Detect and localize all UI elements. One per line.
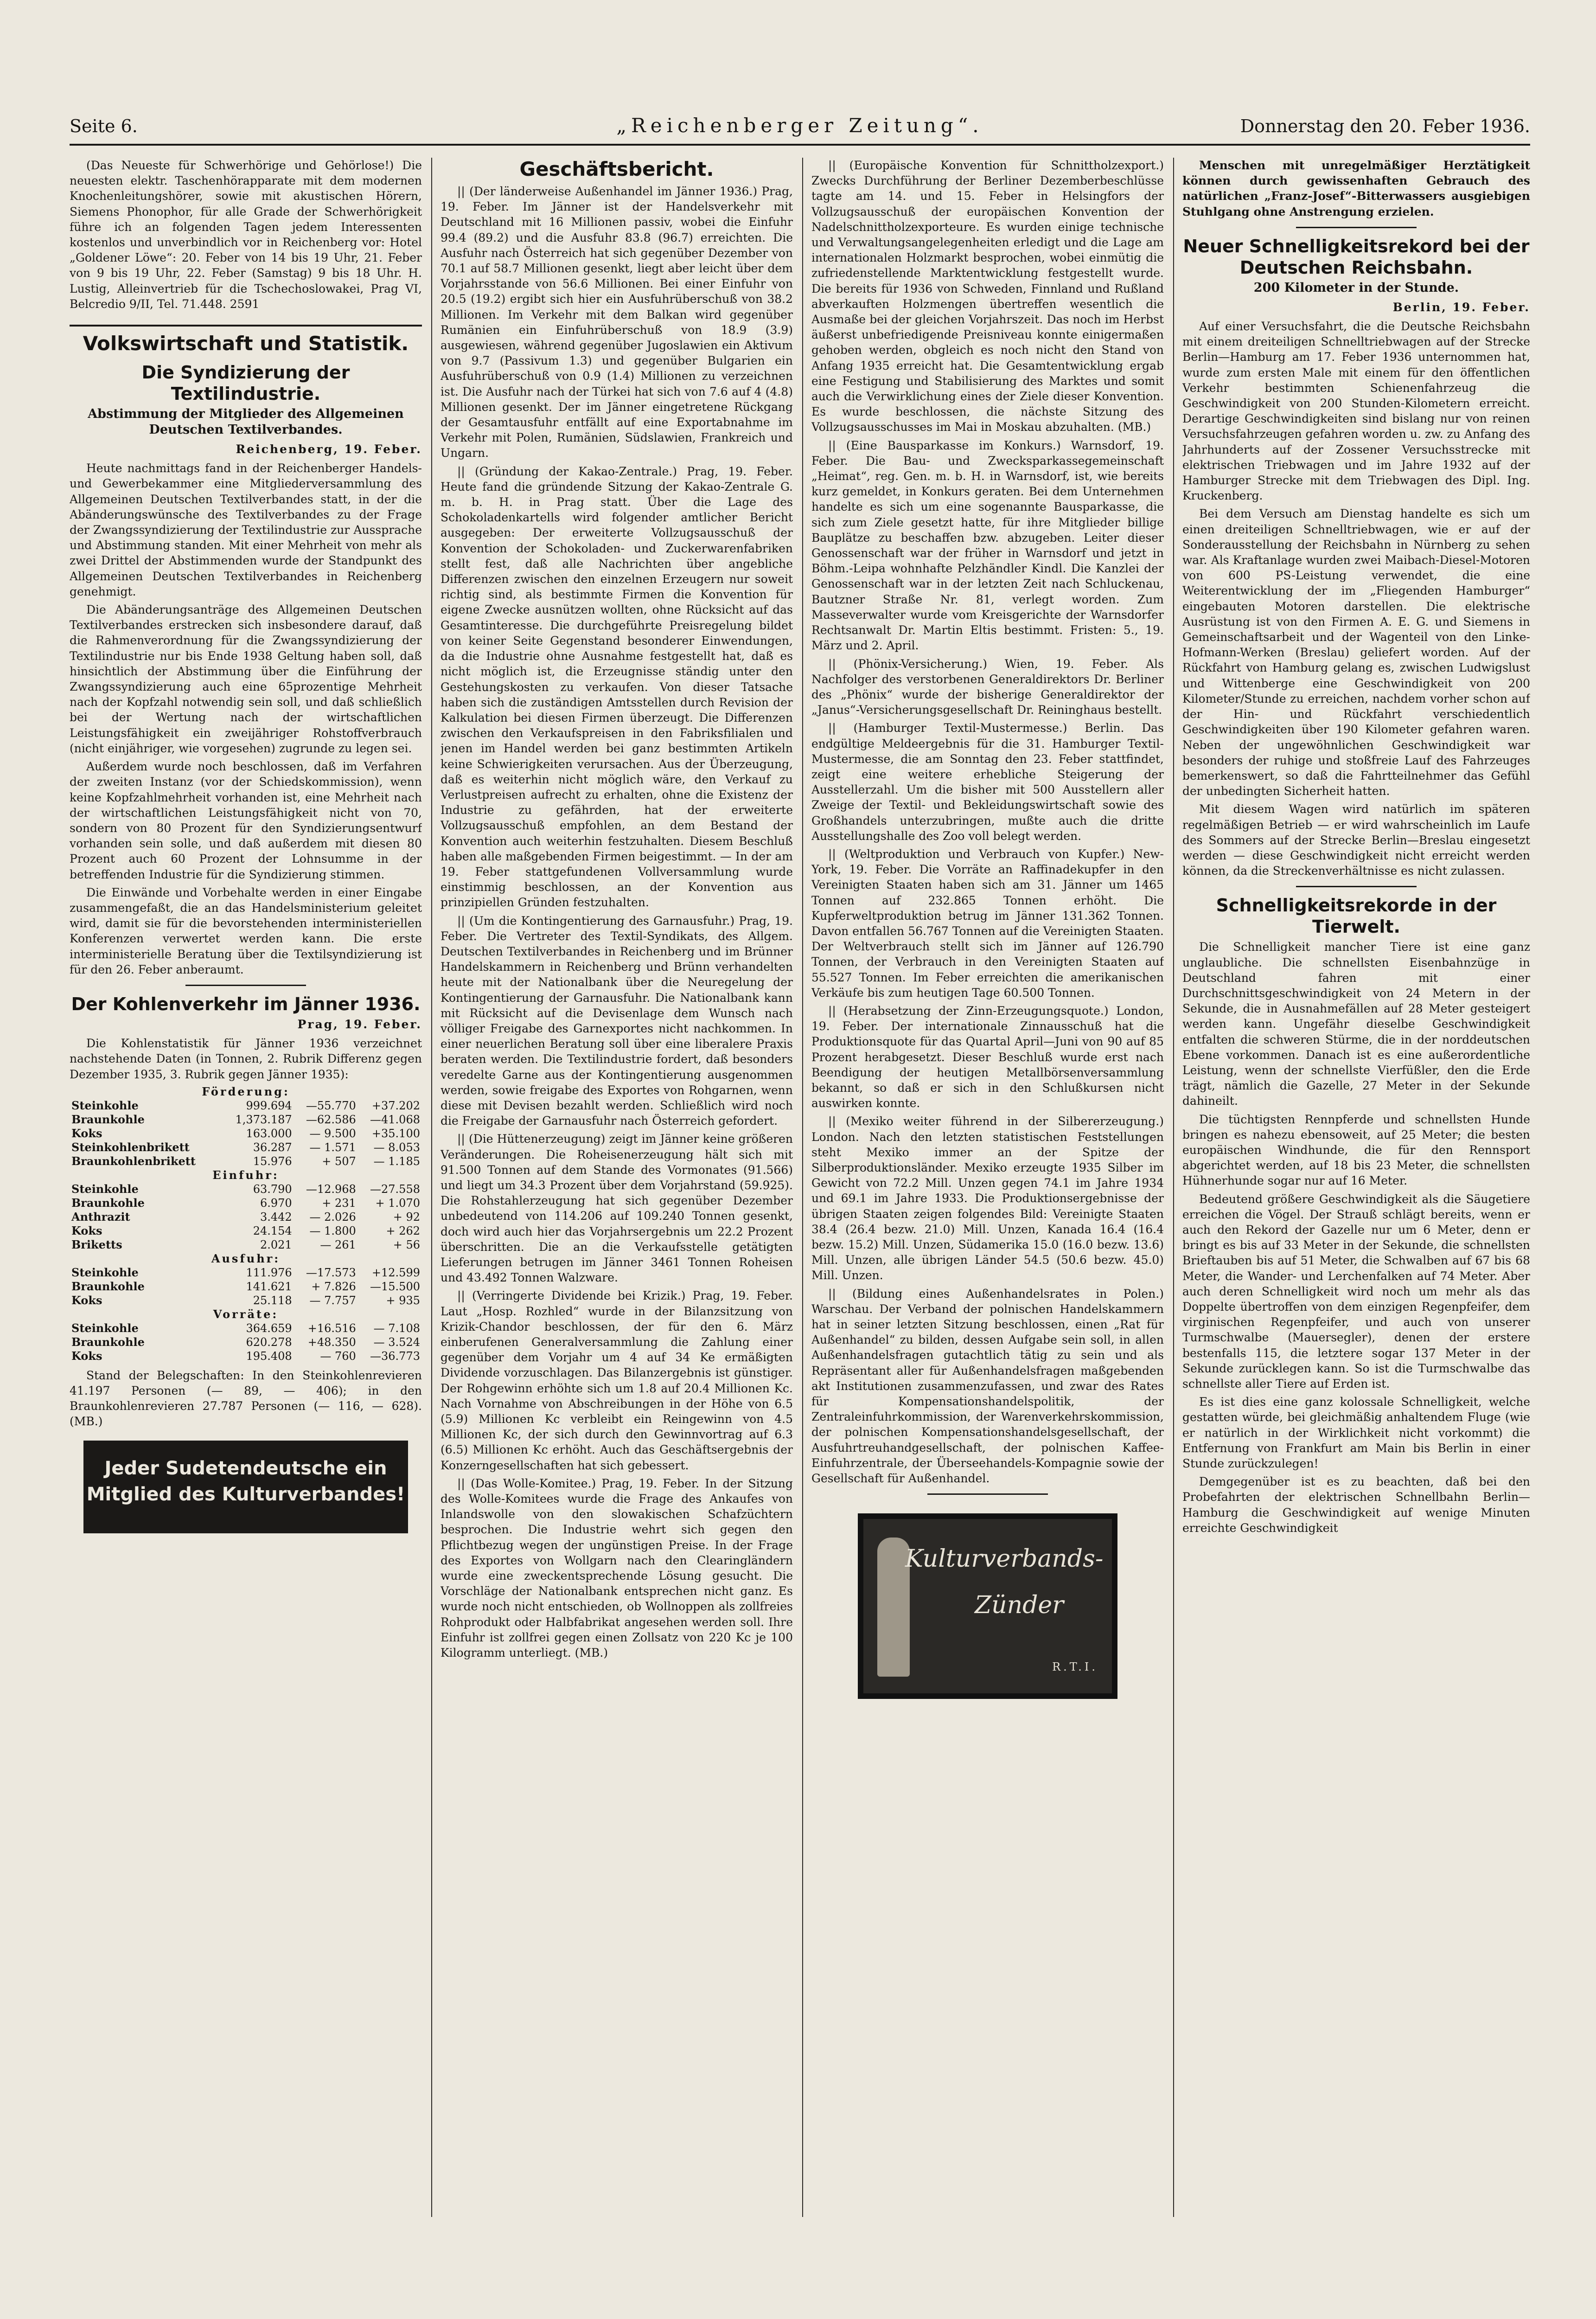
- table-cell: +35.100: [371, 1127, 420, 1140]
- paragraph: || (Phönix-Versicherung.) Wien, 19. Feber. Als Nachfolger des verstorbenen Generaldirektors Dr. Berliner des „Phönix“ wurde der bisherige Generaldirektor der „Janus“-Versicherungsgesellschaft Dr. Reininghaus bestellt.: [811, 657, 1164, 717]
- table-group-label: Ausfuhr:: [211, 1251, 281, 1265]
- table-cell: — 2.026: [309, 1210, 356, 1224]
- table-cell: — 760: [320, 1349, 356, 1363]
- dateline: Berlin, 19. Feber.: [1392, 300, 1530, 314]
- column-rule: [431, 158, 432, 2217]
- paragraph: || (Europäische Konvention für Schnittholzexport.) Zwecks Durchführung der Berliner Dezemberbeschlüsse tagte am 14. und 15. Feber in Helsingfors der Vollzugsausschuß der europäischen Konvention der Nadelschnittholzexporteure. Es wurden einige technische und Verwaltungsangelegenheiten erledigt und die Lage am internationalen Holzmarkt besprochen, wobei einmütig die zufriedenstellende Marktentwicklung festgestellt wurde. Die bereits für 1936 von Schweden, Finnland und Rußland abverkauften Holzmengen übertreffen wesentlich die Ausmaße bei der gleichen Vorjahrszeit. Das noch im Herbst äußerst unbefriedigende Preisniveau konnte einigermaßen gehoben werden, obgleich es noch nicht den Stand von Anfang 1935 erreicht hat. Die Gesamtentwicklung ergab eine Festigung und Stabilisierung des Marktes und somit auch die Verwirklichung eines der Ziele dieser Konvention. Es wurde beschlossen, die nächste Sitzung des Vollzugsausschusses im Mai in Moskau abzuhalten. (MB.): [811, 159, 1164, 434]
- table-group-header: [70, 1085, 422, 1099]
- paragraph: || (Das Wolle-Komitee.) Prag, 19. Feber. In der Sitzung des Wolle-Komitees wurde die Frage des Ankaufes von Inlandswolle von den slowakischen Schafzüchtern besprochen. Die Industrie wehrt sich gegen den Pflichtbezug wegen der ungünstigen Preise. In der Frage des Exportes von Wollgarn nach den Clearingländern wurde eine zweckentsprechende Lösung gesucht. Die Vorschläge der Nationalbank entsprechen nicht ganz. Es wurde noch nicht entschieden, ob Wollnoppen als zollfreies Rohprodukt oder Halbfabrikat angesehen werden soll. Ihre Einfuhr ist zollfrei gegen einen Zollsatz von 220 Kc je 100 Kilogramm unterliegt. (MB.): [440, 1476, 793, 1660]
- table-cell: +37.202: [371, 1099, 420, 1112]
- page-header: [70, 111, 1530, 146]
- table-cell: Braunkohlenbrikett: [71, 1154, 196, 1168]
- table-cell: 36.287: [253, 1140, 292, 1154]
- table-cell: + 7.826: [311, 1280, 356, 1293]
- paragraph: Demgegenüber ist es zu beachten, daß bei den Probefahrten der elektrischen Schnellbahn Berlin—Hamburg die Geschwindigkeit auf wenige Minuten erreichte Geschwindigkeit: [1182, 1475, 1530, 1535]
- paragraph: Die Abänderungsanträge des Allgemeinen Deutschen Textilverbandes erstrecken sich insbesondere darauf, daß die Rahmenverordnung für die Zwangssyndizierung der Textilindustrie nur bis Ende 1938 Geltung haben soll, daß hinsichtlich der Abstimmung über die Einführung der Zwangssyndizierung auch eine 65prozentige Mehrheit nach der Kopfzahl notwendig sein soll, und daß schließlich bei der Wertung nach der wirtschaftlichen Leistungsfähigkeit ein zweijähriger Rohstoffverbrauch (nicht einjähriger, wie vorgesehen) zugrunde zu legen sei.: [70, 603, 422, 755]
- paragraph: Die Schnelligkeit mancher Tiere ist eine ganz unglaubliche. Die schnellsten Eisenbahnzüge in Deutschland fahren mit einer Durchschnittsgeschwindigkeit von 24 Metern in der Sekunde, die in Ausnahmefällen auf 28 Meter gesteigert werden kann. Ungefähr dieselbe Geschwindigkeit entfalten die schweren Stürme, die in der norddeutschen Ebene vorkommen. Danach ist es eine außerordentliche Leistung, wenn der schnellste Vierfüßler, den die Erde trägt, nämlich die Gazelle, 27 Meter in der Sekunde dahineilt.: [1182, 940, 1530, 1108]
- table-cell: —12.968: [306, 1182, 356, 1196]
- section-title-business: Geschäftsbericht.: [519, 158, 714, 180]
- table-row: [70, 1294, 422, 1307]
- table-cell: + 56: [393, 1238, 420, 1251]
- table-group-header: [70, 1307, 422, 1321]
- paragraph: || (Die Hüttenerzeugung) zeigt im Jänner keine größeren Veränderungen. Die Roheisenerzeugung hält sich mit 91.500 Tonnen auf dem Stande des Vormonates (91.566) und liegt um 34.3 Prozent über dem Vorjahrstand (59.925). Die Rohstahlerzeugung hat sich gegenüber Dezember unbedeutend von 114.206 auf 109.240 Tonnen gesenkt, doch wird auch hier das Vorjahrsergebnis um 22.2 Prozent überschritten. Die an die Verkaufsstelle getätigten Lieferungen betrugen im Jänner 3461 Tonnen Roheisen und 43.492 Tonnen Walzware.: [440, 1132, 793, 1285]
- table-cell: + 935: [386, 1294, 420, 1307]
- table-cell: —62.586: [306, 1113, 356, 1126]
- paragraph: || (Mexiko weiter führend in der Silbererzeugung.) London. Nach den letzten statistischen Feststellungen steht Mexiko immer an der Spitze der Silberproduktionsländer. Mexiko erzeugte 1935 Silber im Gewicht von 72.2 Mill. Unzen gegen 74.1 im Jahre 1934 und 69.1 im Jahre 1933. Die Produktionsergebnisse der übrigen Staaten zeigen folgendes Bild: Vereinigte Staaten 38.4 (26.4 bezw. 21.0) Mill. Unzen, Kanada 16.4 (16.4 bezw. 15.2) Mill. Unzen, Südamerika 15.0 (16.0 bezw. 13.6) Mill. Unzen, alle übrigen Länder 54.5 (50.6 bezw. 45.0) Mill. Unzen.: [811, 1115, 1164, 1282]
- table-cell: Anthrazit: [71, 1210, 130, 1224]
- article-title-textile: Die Syndizierung der Textilindustrie.: [141, 362, 350, 404]
- dateline: Prag, 19. Feber.: [297, 1017, 422, 1031]
- table-cell: — 261: [320, 1238, 356, 1251]
- table-cell: +48.350: [307, 1335, 356, 1349]
- table-cell: — 8.053: [373, 1140, 420, 1154]
- table-row: [70, 1140, 422, 1154]
- table-cell: 620.278: [246, 1335, 292, 1349]
- table-cell: —41.068: [370, 1113, 420, 1126]
- table-cell: 111.976: [246, 1266, 292, 1279]
- article-title-animals: Schnelligkeitsrekorde in der Tierwelt.: [1216, 895, 1497, 937]
- table-cell: —36.773: [370, 1349, 420, 1363]
- table-cell: 195.408: [246, 1349, 292, 1363]
- table-cell: —17.573: [306, 1266, 356, 1279]
- paragraph: Die Einwände und Vorbehalte werden in einer Eingabe zusammengefaßt, die an das Handelsministerium geleitet wird, damit sie für die bevorstehenden interministeriellen Konferenzen verwertet werden kann. Die erste interministerielle Beratung über die Textilsyndizierung ist für den 26. Feber anberaumt.: [70, 885, 422, 976]
- table-cell: —55.770: [306, 1099, 356, 1112]
- table-row: [70, 1349, 422, 1363]
- table-row: [70, 1266, 422, 1280]
- newspaper-title: „Reichenberger Zeitung“.: [616, 114, 983, 137]
- table-group-label: Förderung:: [202, 1084, 290, 1098]
- table-row: [70, 1321, 422, 1335]
- table-group-header: [70, 1168, 422, 1182]
- table-cell: + 262: [386, 1224, 420, 1237]
- newspaper-page: [70, 111, 1530, 2226]
- paragraph: Bei dem Versuch am Dienstag handelte es sich um einen dreiteiligen Schnelltriebwagen, wie er auf der Sonderausstellung der Reichsbahn in Nürnberg zu sehen war. Als Kraftanlage wurden zwei Maibach-Diesel-Motoren von 600 PS-Leistung verwendet, die eine Weiterentwicklung der im „Fliegenden Hamburger“ eingebauten Motoren darstellen. Die elektrische Ausrüstung ist von den Firmen A. E. G. und Siemens in Gemeinschaftsarbeit und der Wagenteil von den Linke-Hofmann-Werken (Breslau) geliefert worden. Auf der Rückfahrt von Hamburg gelang es, zwischen Ludwigslust und Wittenberge eine Geschwindigkeit von 200 Kilometer/Stunde zu erreichen, nachdem vorher schon auf der Hin- und Rückfahrt verschiedentlich Geschwindigkeiten über 190 Kilometer gefahren waren. Neben der ungewöhnlichen Geschwindigkeit war besonders der ruhige und stoßfreie Lauf des Fahrzeuges bemerkenswert, so daß die Fahrtteilnehmer das Gefühl der unbedingten Sicherheit hatten.: [1182, 507, 1530, 798]
- paragraph: Heute nachmittags fand in der Reichenberger Handels- und Gewerbekammer eine Mitgliederversammlung des Allgemeinen Deutschen Textilverbandes statt, in der die Abänderungswünsche des Textilverbandes zu der Frage der Zwangssyndizierung der Textilindustrie zur Aussprache und Abstimmung standen. Mit einer Mehrheit von mehr als zwei Drittel der Abstimmenden wurde der Standpunkt des Allgemeinen Deutschen Textilverbandes in Reichenberg genehmigt.: [70, 461, 422, 598]
- table-cell: Koks: [71, 1349, 102, 1363]
- divider: [185, 985, 306, 986]
- table-cell: 141.621: [246, 1280, 292, 1293]
- paragraph: Mit diesem Wagen wird natürlich im späteren regelmäßigen Betrieb — er wird wahrscheinlich im Laufe des Sommers auf der Strecke Berlin—Breslau eingesetzt werden — diese Geschwindigkeit nicht erreicht werden können, da die Streckenverhältnisse es nicht zulassen.: [1182, 802, 1530, 878]
- table-cell: Braunkohle: [71, 1279, 145, 1293]
- table-cell: Koks: [71, 1293, 102, 1307]
- table-cell: — 3.524: [373, 1335, 420, 1349]
- table-cell: 2.021: [260, 1238, 292, 1251]
- table-group-label: Einfuhr:: [212, 1168, 279, 1182]
- table-cell: 24.154: [253, 1224, 292, 1237]
- table-cell: —27.558: [370, 1182, 420, 1196]
- table-row: [70, 1099, 422, 1113]
- coal-statistics-table: [70, 1085, 422, 1363]
- paragraph: || (Hamburger Textil-Mustermesse.) Berlin. Das endgültige Meldeergebnis für die 31. Hamburger Textil-Mustermesse, die am Sonntag den 23. Feber stattfindet, zeigt eine weitere erhebliche Steigerung der Ausstellerzahl. Um die bisher mit 500 Ausstellern aller Zweige der Textil- und Bekleidungswirtschaft sowie des Großhandels unterzubringen, mußte auch die dritte Ausstellungshalle des Zoo voll belegt werden.: [811, 721, 1164, 843]
- divider: [1296, 227, 1417, 228]
- article-title-railway: Neuer Schnelligkeitsrekord bei der Deutschen Reichsbahn.: [1183, 236, 1530, 278]
- notice-hearing-aids: (Das Neueste für Schwerhörige und Gehörlose!) Die neuesten elektr. Taschenhörapparate mit dem modernen Knochenleitungshörer, sowie mit akustischen Hörern, Siemens Phonophor, für alle Grade der Schwerhörigkeit führe ich an folgenden Tagen jedem Interessenten kostenlos und unverbindlich vor in Reichenberg vor: Hotel „Goldener Löwe“: 20. Feber von 14 bis 19 Uhr, 21. Feber von 9 bis 19 Uhr, 22. Feber (Samstag) 9 bis 18 Uhr. H. Lustig, Alleinvertrieb für die Tschechoslowakei, Prag VI, Belcredio 9/II, Tel. 71.448. 2591: [70, 159, 422, 311]
- table-cell: Steinkohle: [71, 1265, 139, 1279]
- table-cell: +16.516: [307, 1321, 356, 1335]
- table-cell: 25.118: [253, 1294, 292, 1307]
- paragraph: || (Eine Bausparkasse im Konkurs.) Warnsdorf, 19. Feber. Die Bau- und Zwecksparkassegemeinschaft „Heimat“, reg. Gen. m. b. H. in Warnsdorf, ist, wie bereits kurz gemeldet, in Konkurs geraten. Bei dem Unternehmen handelte es sich um eine sogenannte Bausparkasse, die sich zum Ziele gesetzt hatte, für ihre Mitglieder billige Bauplätze zu beschaffen bzw. abzugeben. Leiter dieser Genossenschaft war der früher in Warnsdorf und jetzt in Böhm.-Leipa wohnhafte Pelzhändler Kindl. Die Kanzlei der Genossenschaft war in der letzten Zeit nach Schluckenau, Bautzner Straße Nr. 81, verlegt worden. Zum Masseverwalter wurde vom Kreisgerichte der Warnsdorfer Rechtsanwalt Dr. Martin Eltis bestimmt. Fristen: 5., 19. März und 2. April.: [811, 438, 1164, 653]
- table-cell: + 231: [322, 1196, 356, 1210]
- table-cell: +12.599: [371, 1266, 420, 1279]
- table-cell: 163.000: [246, 1127, 292, 1140]
- table-cell: 15.976: [253, 1154, 292, 1168]
- section-title-economy: Volkswirtschaft und Statistik.: [70, 325, 422, 355]
- table-cell: Braunkohle: [71, 1335, 145, 1349]
- divider: [927, 1493, 1048, 1495]
- column-rule: [1173, 158, 1174, 2217]
- table-cell: —15.500: [370, 1280, 420, 1293]
- paragraph: Stand der Belegschaften: In den Steinkohlenrevieren 41.197 Personen (— 89, — 406); in den Braunkohlenrevieren 27.787 Personen (— 116, — 628). (MB.): [70, 1368, 422, 1429]
- table-cell: 3.442: [260, 1210, 292, 1224]
- table-cell: + 1.070: [375, 1196, 420, 1210]
- column-1: [70, 158, 422, 2217]
- paragraph: Bedeutend größere Geschwindigkeit als die Säugetiere erreichen die Vögel. Der Strauß schlägt bereits, wenn er auch den Rekord der Gazelle nur um 6 Meter, denn er bringt es bis auf 33 Meter in der Sekunde, die schnellsten Brieftauben bis auf 51 Meter, die Schwalben auf 67 bis 68 Meter, die Wander- und Lerchenfalken auf 74 Meter. Aber auch deren Schnelligkeit wird noch um mehr als das Doppelte übertroffen von dem einzigen Regenpfeifer, dem virginischen Regenpfeifer, und auch von unserer Turmschwalbe (Mauersegler), denen der erstere bestenfalls 115, die letztere sogar 137 Meter in der Sekunde zurücklegen kann. So ist die Turmschwalbe das schnellste aller Tiere auf Erden ist.: [1182, 1192, 1530, 1391]
- table-cell: Steinkohlenbrikett: [71, 1140, 190, 1154]
- advertisement-kulturverband: Jeder Sudetendeutsche ein Mitglied des Kulturverbandes!: [83, 1441, 408, 1533]
- table-row: [70, 1210, 422, 1224]
- table-row: [70, 1196, 422, 1210]
- column-2: [440, 158, 793, 2217]
- table-cell: 1,373.187: [235, 1113, 292, 1126]
- column-3: [811, 158, 1164, 2217]
- table-cell: — 7.108: [373, 1321, 420, 1335]
- table-row: [70, 1182, 422, 1196]
- article-subtitle-textile: Abstimmung der Mitglieder des Allgemeinen Deutschen Textilverbandes.: [88, 407, 404, 437]
- notice-bitterwasser: Menschen mit unregelmäßiger Herztätigkeit können durch gewissenhaften Gebrauch des natürlichen „Franz-Josef“-Bitterwassers ausgiebigen Stuhlgang ohne Anstrengung erzielen.: [1182, 159, 1530, 218]
- table-cell: — 7.757: [309, 1294, 356, 1307]
- article-subtitle-railway: 200 Kilometer in der Stunde.: [1253, 280, 1459, 295]
- table-cell: Briketts: [71, 1237, 122, 1251]
- paragraph: || (Gründung der Kakao-Zentrale.) Prag, 19. Feber. Heute fand die gründende Sitzung der Kakao-Zentrale G. m. b. H. in Prag statt. Über die Lage des Schokoladenkartells wird folgender amtlicher Bericht ausgegeben: Der erweiterte Vollzugsausschuß der Konvention der Schokoladen- und Zuckerwarenfabriken stellt fest, daß alle Nachrichten über angebliche Differenzen zwischen den einzelnen Erzeugern nur soweit richtig sind, als bestimmte Firmen die Konvention für eigene Zwecke ausnützen wollten, ohne Rücksicht auf das Gesamtinteresse. Die durchgeführte Preisregelung bildet von keiner Seite Gegenstand besonderer Einwendungen, da die Industrie ohne Ausnahme festgestellt hat, daß es nicht möglich ist, die Erzeugnisse ständig unter den Gestehungskosten zu verkaufen. Von dieser Tatsache haben sich die zuständigen Amtsstellen durch Revision der Kalkulation bei diesen Firmen überzeugt. Die Differenzen zwischen den Verkaufspreisen in den Fabriksfilialen und jenen im Handel werden bei ganz bestimmten Artikeln keine Schwierigkeiten verursachen. Aus der Überzeugung, daß es weiterhin nicht möglich wäre, den Verkauf zu Verlustpreisen aufrecht zu erhalten, ohne die Existenz der Industrie zu gefährden, hat der erweiterte Vollzugsausschuß empfohlen, an dem Bestand der Konvention auch weiterhin festzuhalten. Diesem Beschluß haben alle maßgebenden Firmen beigestimmt. — In der am 19. Feber stattgefundenen Vollversammlung wurde einstimmig beschlossen, an der Konvention aus prinzipiellen Gründen festzuhalten.: [440, 464, 793, 910]
- table-cell: 6.970: [260, 1196, 292, 1210]
- ad-line-3: R.T.I.: [1052, 1660, 1098, 1674]
- column-4: [1182, 158, 1530, 2217]
- page-number: Seite 6.: [70, 116, 138, 136]
- dateline: Reichenberg, 19. Feber.: [236, 442, 422, 456]
- table-cell: Steinkohle: [71, 1098, 139, 1112]
- table-cell: + 92: [393, 1210, 420, 1224]
- table-group-label: Vorräte:: [213, 1307, 279, 1321]
- table-cell: Koks: [71, 1126, 102, 1140]
- table-cell: — 1.185: [373, 1154, 420, 1168]
- table-row: [70, 1238, 422, 1252]
- paragraph: Die tüchtigsten Rennpferde und schnellsten Hunde bringen es nahezu ebensoweit, auf 25 Meter; die besten europäischen Windhunde, die für den Rennsport abgerichtet werden, auf 18 bis 23 Meter, die schnellsten Hühnerhunde sogar nur auf 16 Meter.: [1182, 1112, 1530, 1188]
- advertisement-matches: [858, 1513, 1117, 1699]
- paragraph: || (Der länderweise Außenhandel im Jänner 1936.) Prag, 19. Feber. Im Jänner ist der Handelsverkehr mit Deutschland mit 16 Millionen passiv, wobei die Einfuhr 99.4 (89.2) und die Ausfuhr 83.8 (96.7) erreichten. Die Ausfuhr nach Österreich hat sich gegenüber Dezember von 70.1 auf 58.7 Millionen gesenkt, liegt aber leicht über dem Vorjahrsstande von 56.6 Millionen. Bei einer Einfuhr von 20.5 (19.2) ergibt sich hier ein Ausfuhrüberschuß von 38.2 Millionen. Im Verkehr mit dem Balkan wird gegenüber Rumänien ein Einfuhrüberschuß von 18.9 (3.9) ausgewiesen, während gegenüber Jugoslawien ein Aktivum von 9.7 (Passivum 1.3) und gegenüber Bulgarien ein Ausfuhrüberschuß von 0.9 (1.4) Millionen zu verzeichnen ist. Die Ausfuhr nach der Türkei hat sich von 7.6 auf 4 (4.8) Millionen gesenkt. Der im Jänner eingetretene Rückgang der Gesamtausfuhr entfällt auf eine Exportabnahme im Verkehr mit Polen, Rumänien, Südslawien, Frankreich und Ungarn.: [440, 185, 793, 460]
- paragraph: || (Um die Kontingentierung des Garnausfuhr.) Prag, 19. Feber. Die Vertreter des Textil-Syndikats, des Allgem. Deutschen Textilverbandes in Reichenberg und im Brünner Handelskammern in Reichenberg und Brünn verhandelten heute mit der Nationalbank über die Neuregelung der Kontingentierung der Garnausfuhr. Die Nationalbank kann mit Rücksicht auf die Devisenlage dem Wunsch nach völliger Freigabe des Garnexportes nicht nachkommen. In einer neuerlichen Beratung soll über eine liberalere Praxis beraten werden. Die Textilindustrie fordert, daß besonders veredelte Garne aus der Kontingentierung ausgenommen werden, sowie freigabe des Exportes von Rohgarnen, wenn diese mit Devisen bezahlt werden. Schließlich wird noch die Freigabe der Garnausfuhr nach Österreich gefordert.: [440, 914, 793, 1128]
- table-row: [70, 1335, 422, 1349]
- table-cell: Braunkohle: [71, 1196, 145, 1210]
- table-cell: — 9.500: [309, 1127, 356, 1140]
- table-cell: 63.790: [253, 1182, 292, 1196]
- table-cell: Steinkohle: [71, 1182, 139, 1196]
- ad-line-2: Zünder: [975, 1591, 1064, 1620]
- table-row: [70, 1224, 422, 1238]
- table-cell: Braunkohle: [71, 1112, 145, 1126]
- paragraph: || (Bildung eines Außenhandelsrates in Polen.) Warschau. Der Verband der polnischen Handelskammern hat in seiner letzten Sitzung beschlossen, einen „Rat für Außenhandel“ zu bilden, dessen Aufgabe sein soll, in allen Außenhandelsfragen gutachtlich tätig zu sein und als Repräsentant aller für Außenhandelsfragen maßgebenden akt Institutionen zusammenzufassen, und zwar des Rates für Kompensationshandelspolitik, der Zentraleinfuhrkommission, der Warenverkehrskommission, der polnischen Kompensationshandelsgesellschaft, der Ausfuhrtreuhandgesellschaft, der polnischen Kaffee-Einfuhrzentrale, der Überseehandels-Kompagnie sowie der Gesellschaft für Außenhandel.: [811, 1287, 1164, 1486]
- table-group-header: [70, 1252, 422, 1266]
- ad-line-1: Kulturverbands-: [905, 1545, 1104, 1573]
- paragraph: Auf einer Versuchsfahrt, die die Deutsche Reichsbahn mit einem dreiteiligen Schnelltriebwagen auf der Strecke Berlin—Hamburg am 17. Feber 1936 unternommen hat, wurde zum ersten Male mit einem für den öffentlichen Verkehr bestimmten Schienenfahrzeug die Geschwindigkeit von 200 Stunden-Kilometern erreicht. Derartige Geschwindigkeiten sind bislang nur von reinen Versuchsfahrzeugen gefahren worden u. zw. zu Anfang des Jahrhunderts auf der Zossener Versuchsstrecke mit elektrischen Triebwagen und im Jahre 1932 auf der Hamburger Strecke mit dem Triebwagen des Dipl. Ing. Kruckenberg.: [1182, 320, 1530, 503]
- table-cell: — 1.571: [309, 1140, 356, 1154]
- article-title-coal: Der Kohlenverkehr im Jänner 1936.: [71, 993, 421, 1014]
- column-rule: [802, 158, 803, 2217]
- issue-date: Donnerstag den 20. Feber 1936.: [1240, 116, 1530, 136]
- table-cell: 364.659: [246, 1321, 292, 1335]
- paragraph: || (Weltproduktion und Verbrauch von Kupfer.) New-York, 19. Feber. Die Vorräte an Raffinadekupfer in den Vereinigten Staaten haben sich am 31. Jänner um 1465 Tonnen auf 232.865 Tonnen erhöht. Die Kupferweltproduktion betrug im Jänner 131.362 Tonnen. Davon entfallen 56.767 Tonnen auf die Vereinigten Staaten. Der Weltverbrauch stellt sich im Jänner auf 126.790 Tonnen, der Verbrauch in den Vereinigten Staaten auf 55.527 Tonnen. Im Feber erreichten die amerikanischen Verkäufe bis zum heutigen Tage 60.500 Tonnen.: [811, 847, 1164, 999]
- table-cell: Koks: [71, 1224, 102, 1237]
- table-cell: 999.694: [246, 1099, 292, 1112]
- paragraph: || (Herabsetzung der Zinn-Erzeugungsquote.) London, 19. Feber. Der internationale Zinnausschuß hat die Produktionsquote für das Quartal April—Juni von 90 auf 85 Prozent herabgesetzt. Dieser Beschluß wurde erst nach Beendigung der heutigen Metallbörsenversammlung bekannt, so daß er sich in den Schlußkursen nicht auswirken konnte.: [811, 1004, 1164, 1110]
- paragraph: || (Verringerte Dividende bei Krizik.) Prag, 19. Feber. Laut „Hosp. Rozhled“ wurde in der Bilanzsitzung von Krizik-Chandor beschlossen, der für den 6. März einberufenen Generalversammlung die Zahlung einer gegenüber dem Vorjahr um 4 auf 34 Ke ermäßigten Dividende vorzuschlagen. Das Bilanzergebnis ist günstiger. Der Rohgewinn erhöhte sich um 1.8 auf 20.4 Millionen Kc. Nach Vornahme von Abschreibungen in der Höhe von 6.5 (5.9) Millionen Kc verbleibt ein Reingewinn von 4.5 Millionen Kc, der sich durch den Gewinnvortrag auf 6.3 (6.5) Millionen Kc erhöht. Auch das Geschäftsergebnis der Konzerngesellschaften hat sich gebessert.: [440, 1289, 793, 1472]
- table-row: [70, 1280, 422, 1294]
- table-row: [70, 1127, 422, 1140]
- table-cell: — 1.800: [309, 1224, 356, 1237]
- table-row: [70, 1154, 422, 1168]
- paragraph: Außerdem wurde noch beschlossen, daß im Verfahren der zweiten Instanz (vor der Schiedskommission), wenn keine Kopfzahlmehrheit vorhanden ist, eine Mehrheit nach der wirtschaftlichen Leistungsfähigkeit nicht von 70, sondern von 80 Prozent für den Syndizierungsentwurf vorhanden sein solle, und daß außerdem mit diesen 80 Prozent auch 60 Prozent der Lohnsumme in der betreffenden Industrie für die Syndizierung stimmen.: [70, 760, 422, 881]
- paragraph: Es ist dies eine ganz kolossale Schnelligkeit, welche gestatten würde, bei gleichmäßig anhaltendem Fluge (wie er natürlich in der Wirklichkeit nicht vorkommt) die Entfernung von Frankfurt am Main bis Berlin in einer Stunde zurückzulegen!: [1182, 1395, 1530, 1471]
- table-cell: + 507: [322, 1154, 356, 1168]
- paragraph: Die Kohlenstatistik für Jänner 1936 verzeichnet nachstehende Daten (in Tonnen, 2. Rubrik Differenz gegen Dezember 1935, 3. Rubrik gegen Jänner 1935):: [70, 1037, 422, 1081]
- table-row: [70, 1113, 422, 1127]
- divider: [1296, 886, 1417, 887]
- table-cell: Steinkohle: [71, 1321, 139, 1335]
